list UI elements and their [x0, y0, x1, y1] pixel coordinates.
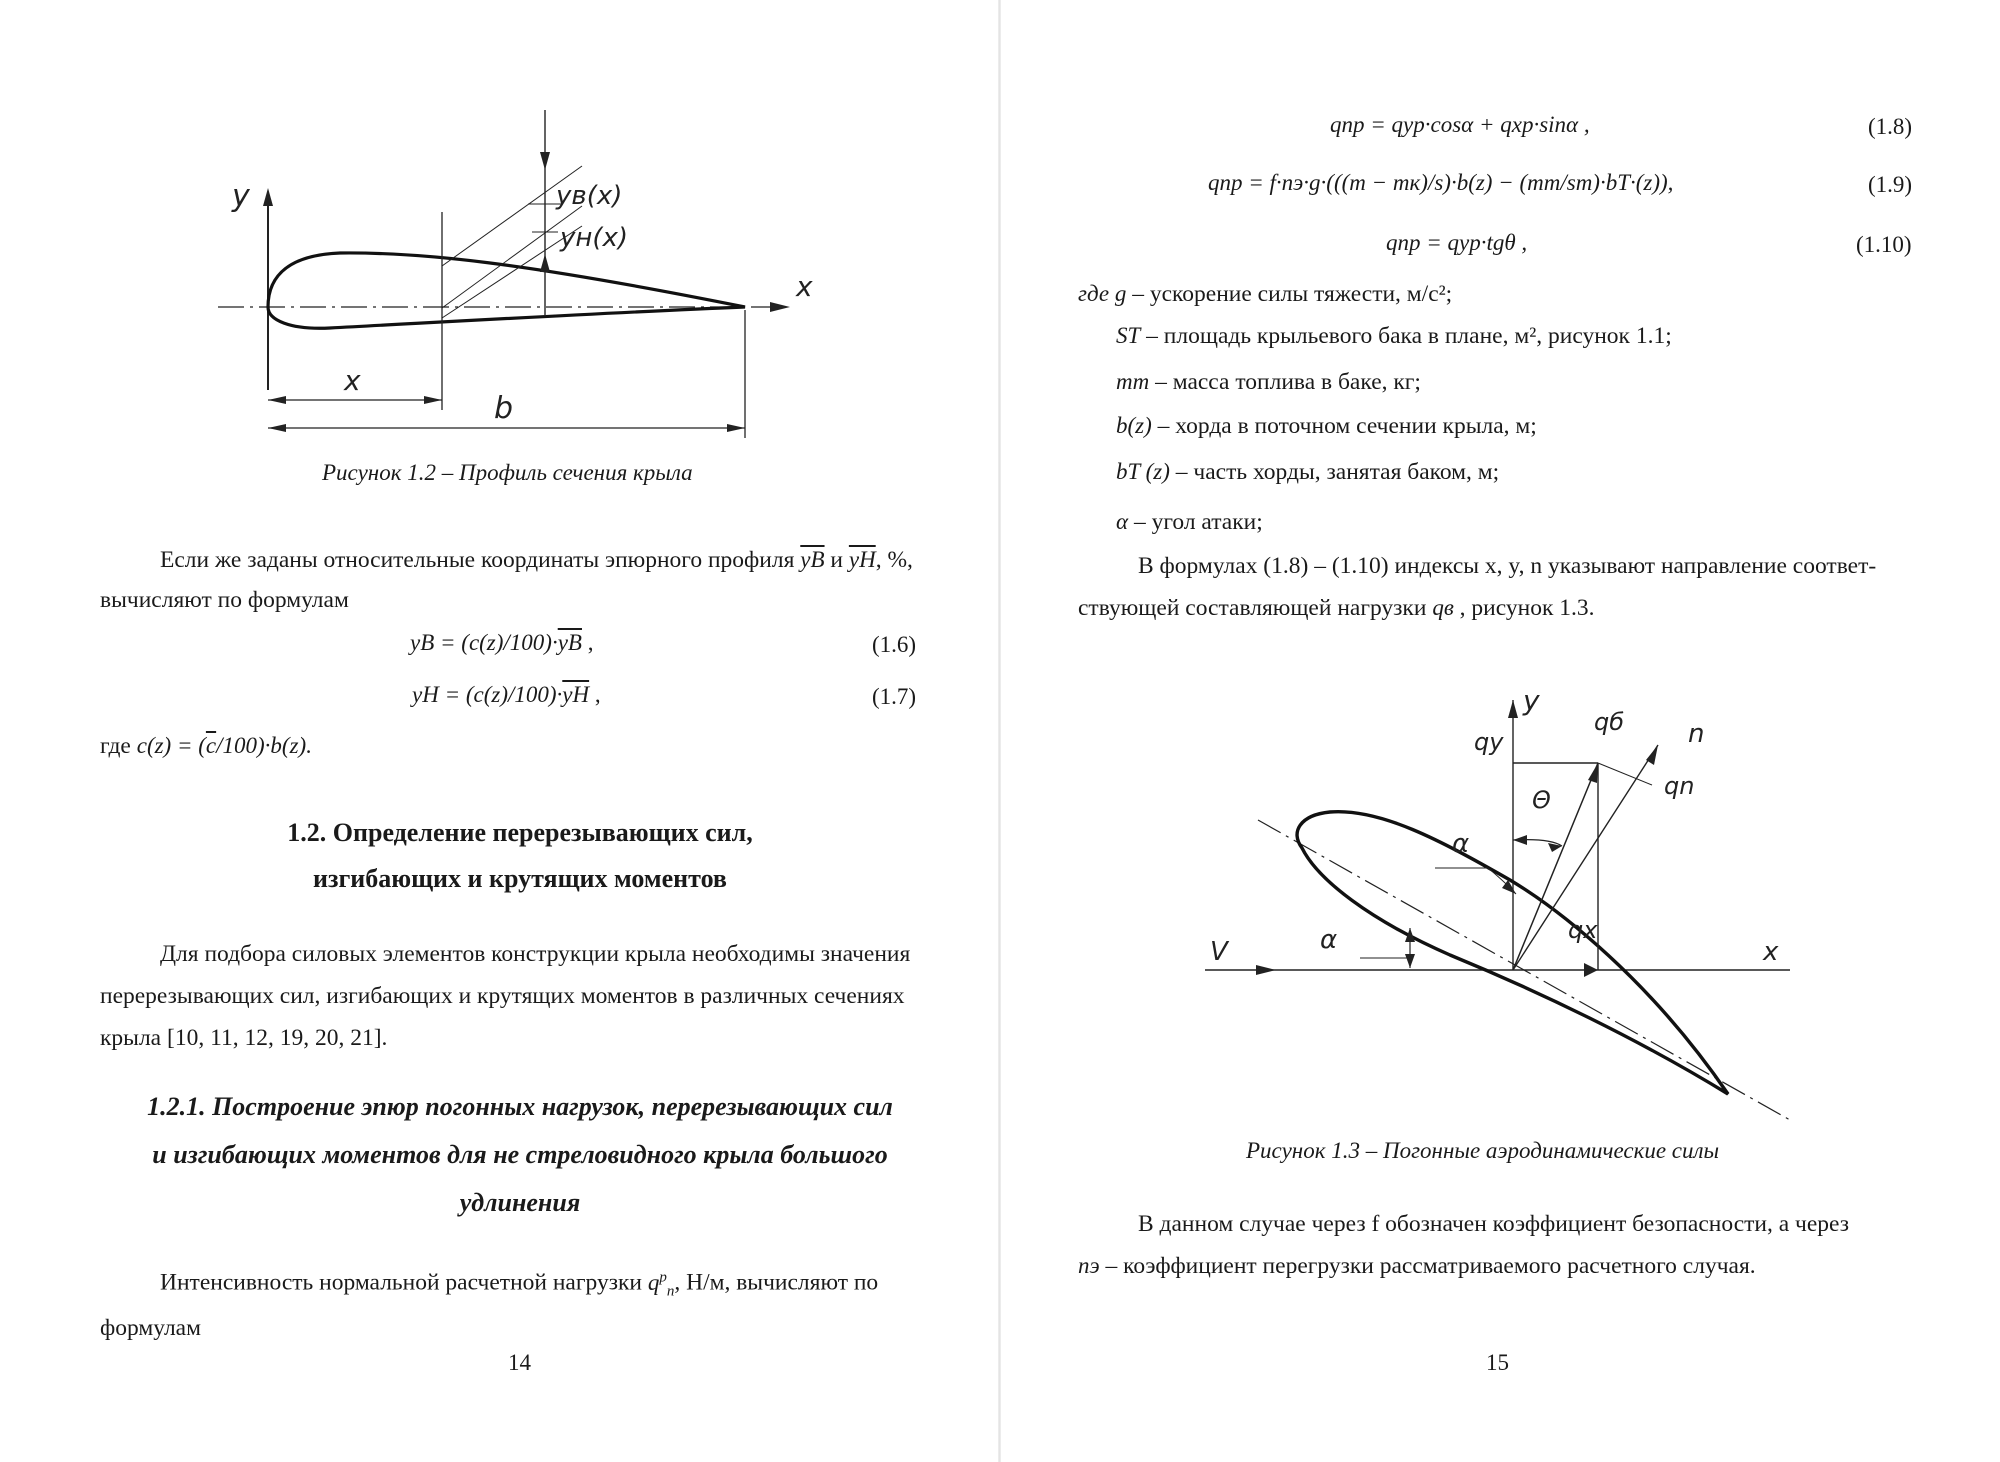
definition-st — [1116, 322, 1672, 350]
fig13-theta-arrow-left — [1513, 835, 1527, 845]
fig12-y-arrow — [263, 188, 273, 206]
fig12-label-dim-b: b — [494, 391, 514, 426]
definition-mt-text: – масса топлива в баке, кг; — [1149, 369, 1421, 395]
para-indices-symbol-qb: qв — [1432, 595, 1454, 620]
fig12-dim-b-arrow-right — [727, 424, 745, 432]
definition-st-symbol: ST — [1116, 323, 1141, 348]
figure-1-3-aero-forces — [1180, 680, 1820, 1130]
para-relative-mid: и — [824, 547, 849, 573]
definition-bz-text: – хорда в поточном сечении крыла, м; — [1151, 413, 1537, 439]
fig12-dim-b-arrow-left — [268, 424, 286, 432]
heading-1-2-1-line2: и изгибающих моментов для не стреловидного крыла большого — [152, 1140, 888, 1169]
para-intensity-text-after: , Н/м, вычисляют по — [674, 1269, 879, 1296]
heading-1-2-1-line3: удлинения — [459, 1188, 581, 1217]
fig13-y-arrow — [1508, 700, 1518, 718]
para-safety-line2-text: – коэффициент перегрузки рассматриваемого расчетного случая. — [1099, 1253, 1756, 1279]
para-intensity-text-before: Интенсивность нормальной расчетной нагрузки — [160, 1269, 648, 1296]
definition-alpha — [1116, 508, 1263, 536]
where-cz-line — [100, 732, 312, 760]
fig13-label-qb: qб — [1594, 708, 1625, 736]
fig13-qx-arrow — [1584, 963, 1598, 977]
heading-1-2-1-line1: 1.2.1. Построение эпюр погонных нагрузок, перерезывающих сил — [147, 1092, 893, 1121]
fig13-label-v: V — [1210, 937, 1228, 967]
fig13-label-qy: qy — [1474, 728, 1504, 756]
para-indices-line1: В формулах (1.8) – (1.10) индексы x, y, n указывают направление соответ- — [1138, 553, 1877, 579]
fig12-label-y-upper: yв(x) — [556, 181, 623, 211]
fig13-label-y: y — [1523, 684, 1540, 717]
definition-mt-symbol: mт — [1116, 369, 1150, 394]
para-relative-text-after: , %, — [875, 547, 913, 573]
para-intensity-line2: формулам — [100, 1315, 201, 1341]
fig13-alpha-bottom-arrow-down — [1405, 954, 1415, 968]
fig12-proj-mid — [442, 206, 582, 308]
symbol-qnp — [647, 1269, 675, 1300]
equation-1-10: qnp = qyp·tgθ , — [1386, 230, 1528, 255]
equation-1-7 — [412, 682, 601, 708]
definition-bt-symbol: bT (z) — [1116, 459, 1170, 484]
definition-g-symbol: где g — [1078, 281, 1127, 306]
para-forces-line3: крыла [10, 11, 12, 19, 20, 21]. — [100, 1025, 388, 1051]
fig13-label-alpha-bottom: α — [1320, 925, 1338, 955]
heading-1-2-line1: 1.2. Определение перерезывающих сил, — [287, 818, 753, 847]
symbol-yb-bar: $\overline{yB}$ — [800, 547, 825, 572]
fig13-label-x: x — [1763, 937, 1779, 967]
fig12-label-y: y — [232, 179, 250, 214]
definition-alpha-symbol: α — [1116, 509, 1129, 534]
definition-bt-text: – часть хорды, занятая баком, м; — [1169, 459, 1500, 485]
where-cz-lhs: c(z) = ( — [136, 733, 206, 758]
para-safety-symbol-ne: nэ — [1078, 1253, 1100, 1278]
definition-g-text: – ускорение силы тяжести, м/с²; — [1126, 281, 1453, 307]
equation-1-6-number: (1.6) — [872, 632, 917, 657]
fig13-label-qx: qx — [1568, 916, 1598, 944]
definition-g — [1078, 280, 1452, 308]
para-indices-line2 — [1078, 594, 1595, 622]
para-indices-line2-before: ствующей составляющей нагрузки — [1078, 595, 1433, 621]
eq-1-6-lhs: yB = (c(z)/100)· — [410, 630, 558, 655]
eq-1-7-tail: , — [589, 682, 601, 707]
equation-1-8: qnp = qyp·cosα + qxp·sinα , — [1330, 112, 1590, 137]
symbol-qnp-sub: n — [666, 1283, 675, 1300]
fig13-qb-arrow — [1588, 763, 1598, 783]
para-forces-line2: перерезывающих сил, изгибающих и крутящих моментов в различных сечениях — [100, 983, 905, 1009]
fig13-label-qn: qn — [1664, 772, 1695, 800]
symbol-qnp-sup: p — [659, 1269, 667, 1285]
equation-1-6 — [410, 630, 593, 656]
fig13-v-arrow — [1256, 965, 1276, 975]
fig12-x-arrow — [770, 302, 790, 312]
figure-1-2-wing-profile — [200, 100, 840, 450]
fig12-airfoil — [268, 253, 745, 328]
page-number-right: 15 — [1486, 1350, 1509, 1375]
page-right — [1000, 0, 2000, 1462]
fig12-label-dim-x: x — [344, 364, 361, 397]
para-safety-line1: В данном случае через f обозначен коэффициент безопасности, а через — [1138, 1211, 1850, 1237]
equation-1-7-number: (1.7) — [872, 684, 917, 709]
definition-bz-symbol: b(z) — [1116, 413, 1152, 438]
fig12-dim-x-arrow-left — [268, 396, 286, 404]
para-indices-line2-after: , рисунок 1.3. — [1453, 595, 1595, 621]
para-intensity-line1 — [160, 1268, 878, 1300]
fig12-dim-x-arrow-right — [424, 396, 442, 404]
definition-alpha-text: – угол атаки; — [1128, 509, 1263, 535]
para-relative-line2: вычисляют по формулам — [100, 587, 349, 613]
fig12-label-y-lower: yн(x) — [560, 223, 629, 253]
definition-bz — [1116, 412, 1537, 440]
fig12-label-x: x — [796, 270, 813, 303]
equation-1-10-number: (1.10) — [1856, 232, 1912, 257]
figure-1-2-caption: Рисунок 1.2 – Профиль сечения крыла — [322, 460, 693, 485]
where-cz-rhs: /100)·b(z). — [216, 733, 312, 758]
fig12-load-arrow-down — [540, 152, 550, 170]
where-cz-where: где — [100, 733, 137, 759]
para-forces-line1: Для подбора силовых элементов конструкции крыла необходимы значения — [160, 941, 911, 967]
para-relative-line1 — [160, 546, 913, 574]
figure-1-3-caption: Рисунок 1.3 – Погонные аэродинамические силы — [1246, 1138, 1720, 1163]
fig13-label-n: n — [1688, 719, 1705, 749]
definition-bt — [1116, 458, 1499, 486]
fig13-label-alpha-top: α — [1452, 829, 1470, 859]
symbol-yh-bar: $\overline{yH}$ — [848, 547, 876, 572]
symbol-qnp-base: q — [647, 1269, 660, 1295]
eq-1-6-tail: , — [581, 630, 594, 655]
definition-st-text: – площадь крыльевого бака в плане, м², рисунок 1.1; — [1140, 323, 1672, 349]
eq-1-7-lhs: yH = (c(z)/100)· — [412, 682, 563, 707]
fig13-label-theta: Θ — [1532, 786, 1551, 814]
fig12-load-arrow-up — [540, 254, 550, 272]
equation-1-8-number: (1.8) — [1868, 114, 1913, 139]
equation-1-9: qnp = f·nэ·g·(((m − mк)/s)·b(z) − (mт/sт)·bT·(z)), — [1208, 170, 1674, 195]
eq-1-6-bar: $\overline{yB}$ — [557, 630, 582, 655]
heading-1-2-line2: изгибающих и крутящих моментов — [313, 864, 727, 893]
eq-1-7-bar: $\overline{yH}$ — [562, 682, 590, 707]
para-relative-text-before: Если же заданы относительные координаты эпюрного профиля — [160, 547, 801, 573]
definition-mt — [1116, 368, 1421, 396]
page-number-left: 14 — [508, 1350, 531, 1375]
equation-1-9-number: (1.9) — [1868, 172, 1913, 197]
where-cz-bar: $\overline{c}$ — [205, 733, 217, 758]
para-safety-line2 — [1078, 1252, 1756, 1280]
